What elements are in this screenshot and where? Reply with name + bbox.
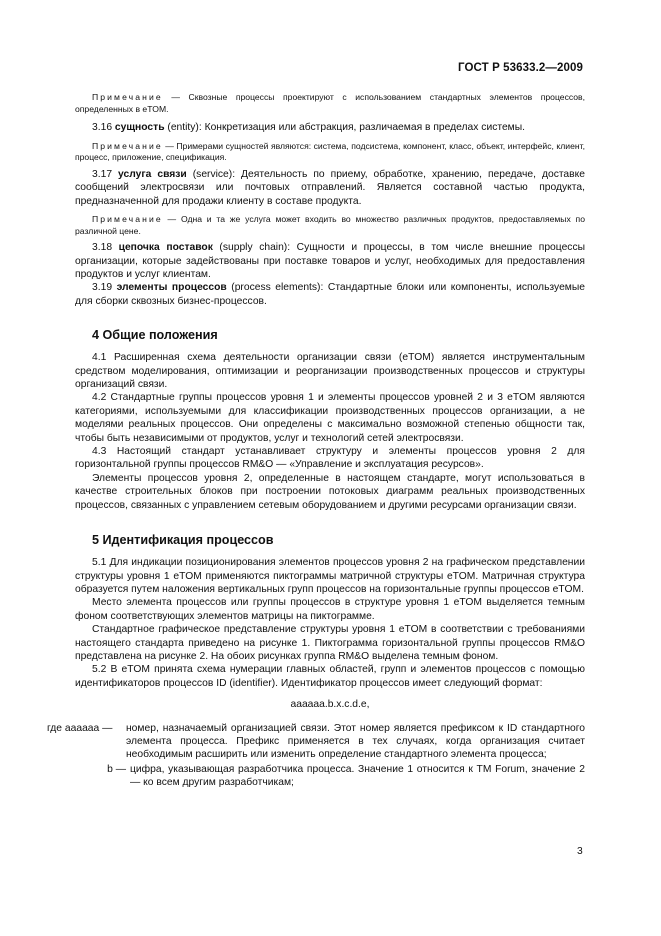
definition-key: где aaaaaa —: [47, 722, 113, 734]
term-3-19: [75, 281, 585, 308]
definition-key: b —: [107, 763, 126, 775]
note-2: [75, 141, 585, 164]
note-1: [75, 92, 585, 115]
definition-text: номер, назначаемый организацией связи. Этот номер является префиксом к ID стандартного элемента процесса. Префикс применяется в тех случаях, когда организация считает необходимым расширить или изменить определение стандартного элемента процесса;: [126, 722, 585, 761]
section-5-paragraph-2: Место элемента процессов или группы процессов в структуре уровня 1 eTOM выделяется темным фоном соответствующих элементов матрицы на пиктограмме.: [75, 597, 585, 622]
term-name: услуга связи: [118, 168, 187, 180]
note-label: Примечание: [92, 214, 163, 224]
note-label: Примечание: [92, 140, 163, 151]
term-name: элементы процессов: [116, 282, 227, 294]
id-format-formula: aaaaaa.b.x.c.d.e,: [290, 699, 370, 711]
note-label: Примечание: [92, 92, 163, 102]
section-5-paragraph-3: Стандартное графическое представление структуры уровня 1 eTOM в соответствии с требованиями настоящего стандарта приведено на рисунке 1. Пиктограмма горизонтальной группы процессов RM&O представлена на рисунке 2. На обоих рисунках группа RM&O выделена темным фоном.: [75, 624, 585, 662]
note-text: — Сквозные процессы проектируют с использованием стандартных элементов процессов, определенных в eTOM.: [75, 92, 585, 114]
term-number: 3.16: [92, 122, 115, 134]
section-5-heading: 5 Идентификация процессов: [92, 533, 274, 548]
term-name: цепочка поставок: [118, 242, 213, 254]
definition-list: [47, 722, 585, 790]
term-3-16: [75, 121, 585, 134]
term-number: 3.18: [92, 242, 119, 254]
section-4-paragraph-2: 4.2 Стандартные группы процессов уровня 1 и элементы процессов уровней 2 и 3 eTOM являются категориями, используемыми для классификации производственных процессов организации, а не моделями реальных процессов. Они определены с максимально возможной степенью общности так, чтобы быть независимыми от продуктов, услуг и технологий сетей электросвязи.: [75, 392, 585, 444]
section-5-paragraph-1: 5.1 Для индикации позиционирования элементов процессов уровня 2 на графическом представлении структуры уровня 1 eTOM применяются пиктограммы матричной структуры eTOM. Матричная структура образуется путем наложения вертикальных групп процессов на горизонтальные группы процессов eTOM.: [75, 557, 585, 595]
section-5-paragraph-4: 5.2 В eTOM принята схема нумерации главных областей, групп и элементов процессов с помощью идентификаторов процессов ID (identifier). Идентификатор процессов имеет следующий формат:: [75, 664, 585, 689]
definition-b: [75, 763, 585, 790]
term-definition: (entity): Конкретизация или абстракция, различаемая в пределах системы.: [164, 122, 526, 134]
section-4-paragraph-4: Элементы процессов уровня 2, определенные в настоящем стандарте, могут использоваться в качестве строительных блоков при построении потоковых диаграмм реальных производственных процессов, связанных с управлением сетевым оборудованием и другими ресурсами организации связи.: [75, 472, 585, 511]
note-3: [75, 214, 585, 237]
section-4-paragraph-1: 4.1 Расширенная схема деятельности организации связи (eTOM) является инструментальным средством моделирования, оптимизации и реорганизации производственных процессов и структуры организаций связи.: [75, 352, 585, 391]
page-content: [47, 92, 585, 790]
definition-aaaaaa: [47, 722, 585, 762]
term-name: сущность: [114, 122, 165, 134]
page-number: 3: [577, 846, 583, 857]
document-code: ГОСТ Р 53633.2—2009: [458, 62, 583, 74]
note-text: — Примерами сущностей являются: система, подсистема, компонент, класс, объект, интерфейс, клиент, процесс, приложение, спецификация.: [75, 140, 585, 163]
term-definition: (service): Деятельность по приему, обработке, хранению, передаче, доставке сообщений электросвязи или почтовых отправлений. Является составной частью продукта, предназначенной для продажи клиенту в составе продукта.: [75, 168, 585, 207]
term-number: 3.19: [92, 282, 117, 294]
section-4-heading: 4 Общие положения: [92, 328, 218, 343]
term-3-17: [75, 168, 585, 208]
note-text: — Одна и та же услуга может входить во множество различных продуктов, предоставляемых по различной цене.: [75, 214, 585, 236]
term-number: 3.17: [92, 168, 119, 180]
term-definition: (supply chain): Сущности и процессы, в том числе внешние процессы организации, которые задействованы при поставке товаров и услуг, необходимых для предоставления продуктов и услуг клиентам.: [75, 242, 585, 280]
section-4-paragraph-3: 4.3 Настоящий стандарт устанавливает структуру и элементы процессов уровня 2 для горизонтальной группы процессов RM&O — «Управление и эксплуатация ресурсов».: [75, 446, 585, 471]
term-3-18: [75, 241, 585, 281]
term-definition: (process elements): Стандартные блоки или компоненты, используемые для сборки сквозных бизнес-процессов.: [75, 282, 585, 307]
definition-text: цифра, указывающая разработчика процесса. Значение 1 относится к TM Forum, значение 2 — ко всем другим разработчикам;: [130, 763, 585, 789]
